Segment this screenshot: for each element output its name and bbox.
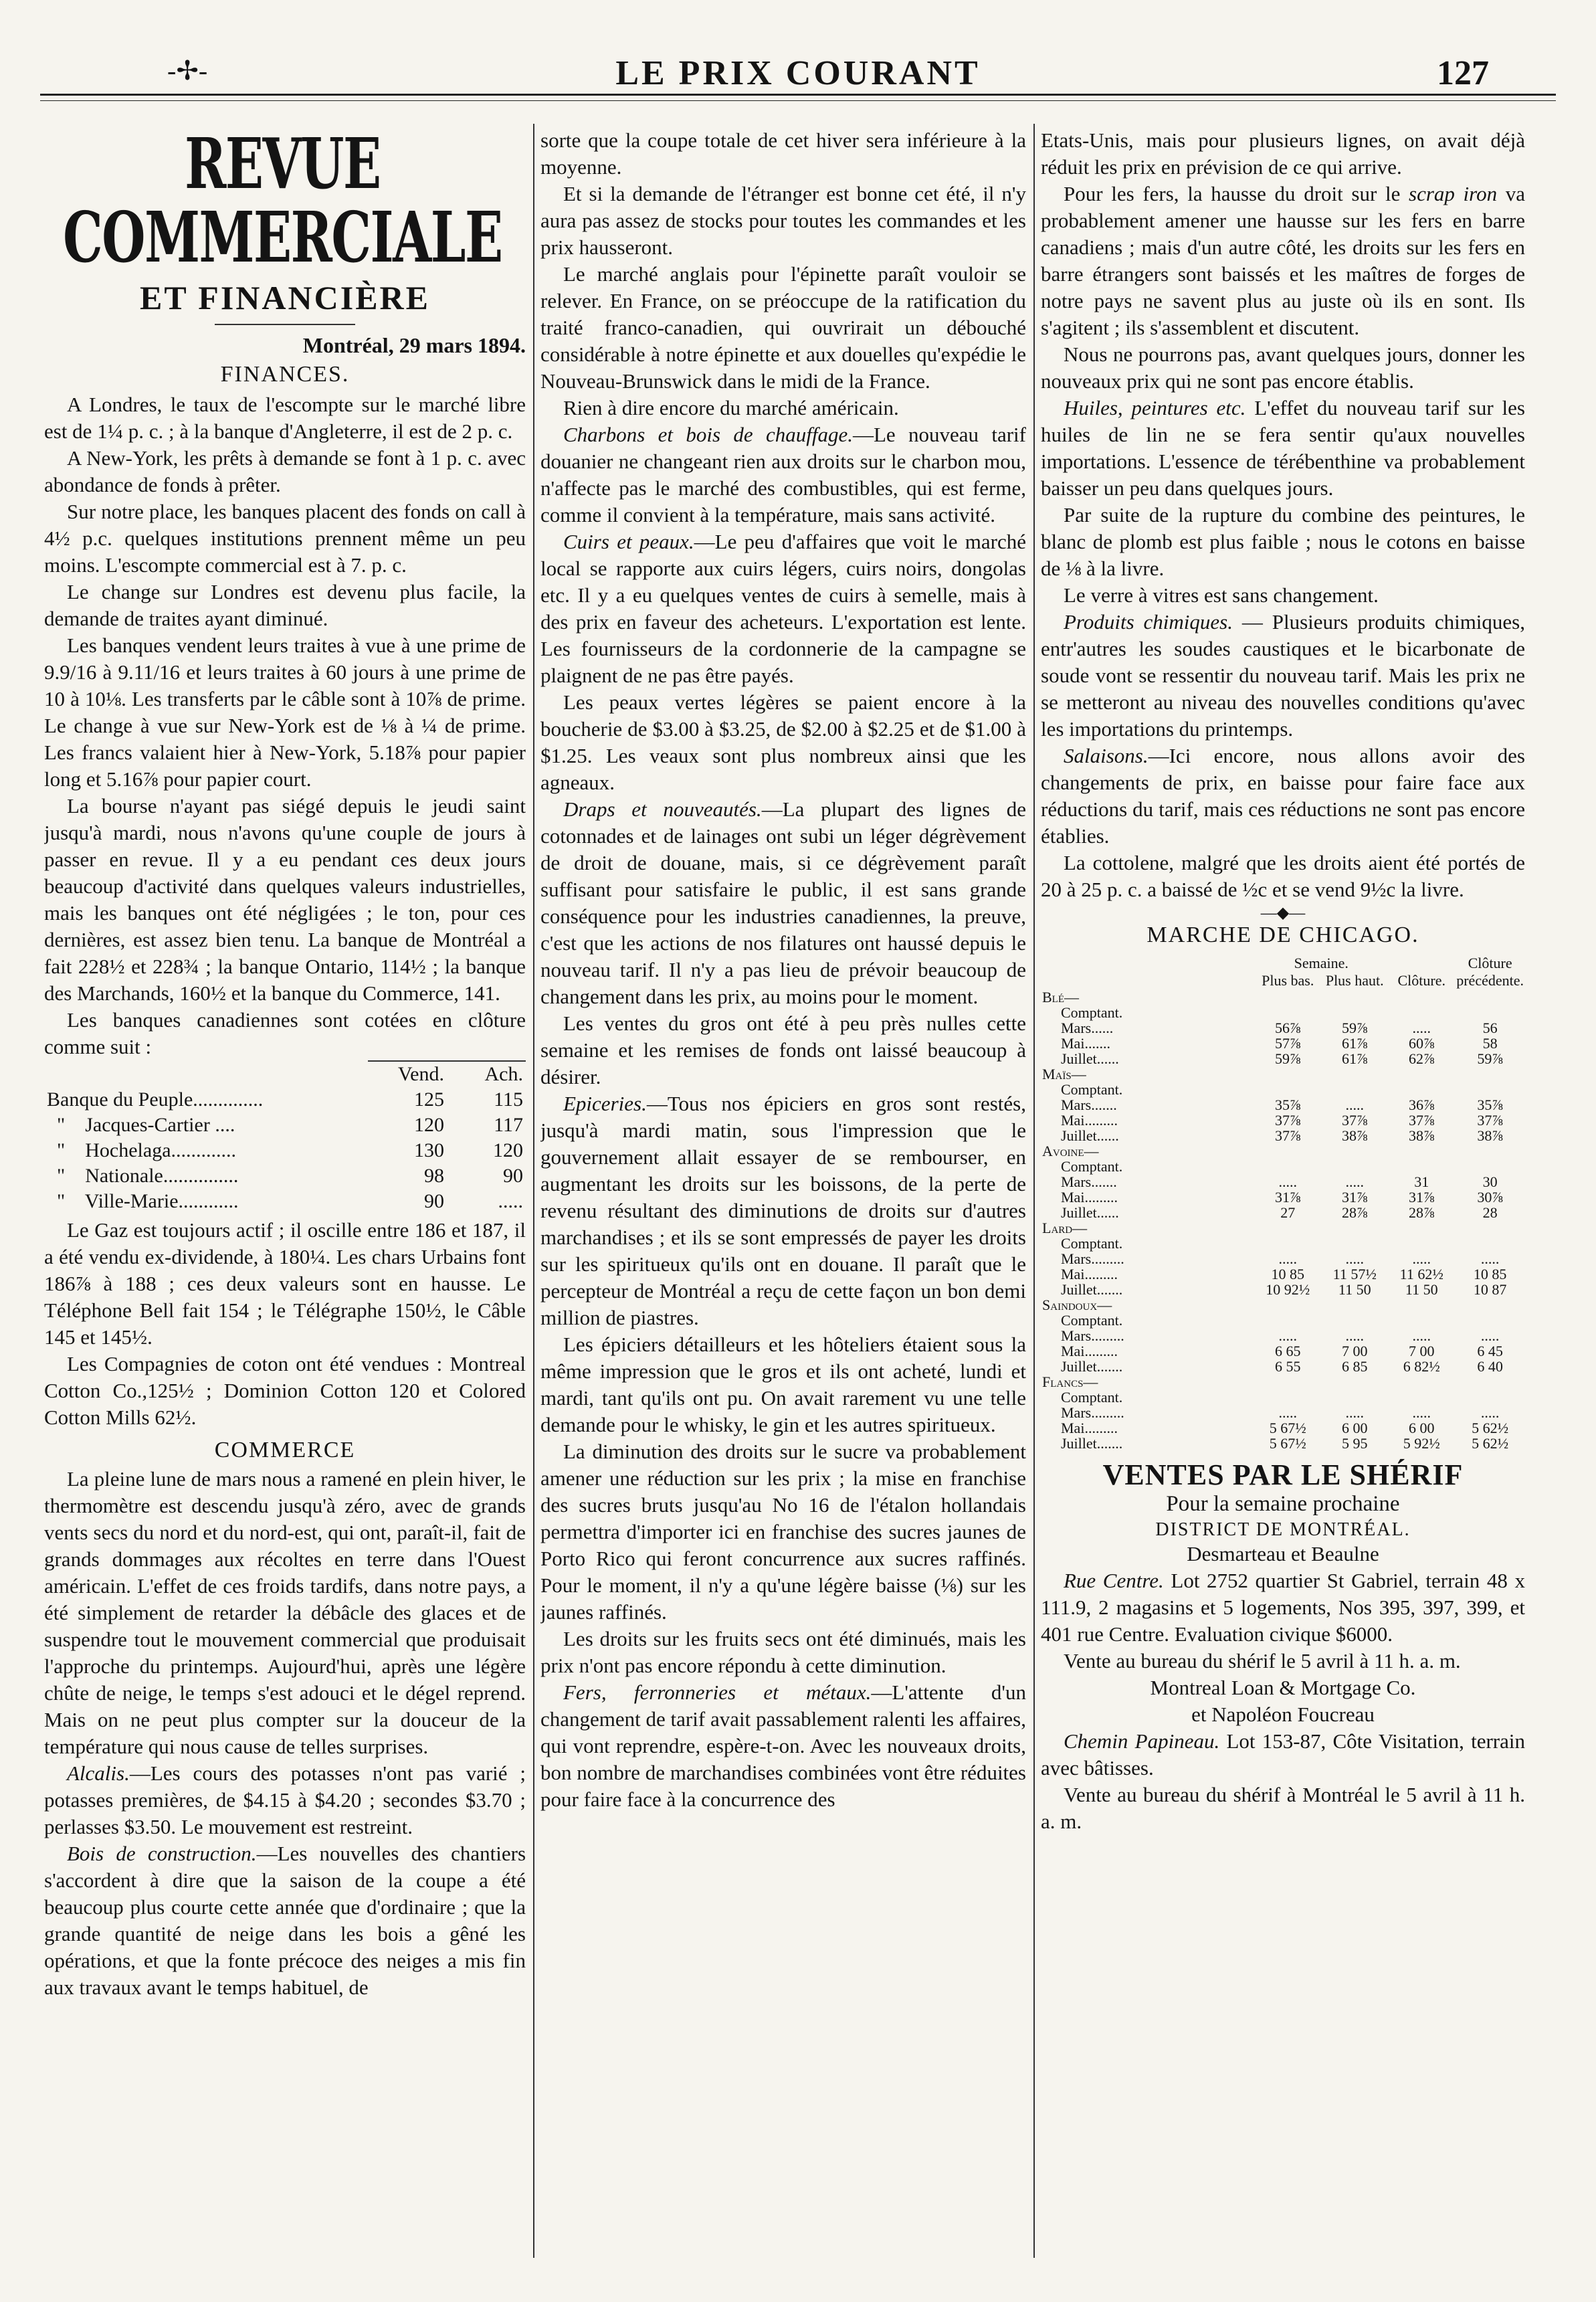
commodity-row	[1041, 1220, 1525, 1236]
precedente-value	[1455, 1236, 1525, 1251]
cloture-value: 5 92½	[1403, 1435, 1440, 1452]
sherif-district: DISTRICT DE MONTRÉAL.	[1155, 1519, 1411, 1540]
table-row	[1041, 1159, 1525, 1174]
vend-value: 120	[414, 1114, 444, 1136]
precedente-value	[1455, 1389, 1525, 1405]
table-row	[1041, 1420, 1525, 1436]
table-row	[44, 1189, 526, 1214]
plus-bas-value	[1254, 1005, 1321, 1020]
plus-haut-value: 37⅞	[1341, 1112, 1368, 1129]
paragraph: Les Compagnies de coton ont été vendues : Montreal Cotton Co.,125½ ; Dominion Cotton 120 et Colored Cotton Mills 62½.	[44, 1352, 526, 1429]
precedente-value: 30	[1482, 1173, 1498, 1190]
cloture-value: 60⅞	[1408, 1035, 1435, 1052]
row-label: Mai.......	[1061, 1035, 1110, 1052]
row-label: Mai.........	[1061, 1420, 1118, 1436]
paragraph-huiles	[1041, 395, 1525, 502]
column-divider	[1033, 124, 1035, 2258]
plus-haut-value: 59⅞	[1341, 1020, 1368, 1036]
paragraph-fers-cont	[1041, 181, 1525, 341]
paragraph: Etats-Unis, mais pour plusieurs lignes, on avait déjà réduit les prix en prévision de ce qui arrive.	[1041, 128, 1525, 179]
col-header-ach: Ach.	[447, 1061, 526, 1087]
plus-bas-value	[1254, 1159, 1321, 1174]
paragraph: Les épiciers détailleurs et les hôteliers étaient sous la même impression que le gros et ils ont acheté, lundi et mardi, tant qu'ils ont pu. On avait rarement vu une telle demande pour le whisky, le gin et les autres spiritueux.	[540, 1333, 1026, 1436]
table-row	[1041, 1313, 1525, 1328]
precedente-value: .....	[1480, 1327, 1500, 1344]
plus-bas-value: 37⅞	[1274, 1127, 1301, 1144]
row-label: Mars.........	[1061, 1327, 1124, 1344]
plus-bas-value: 57⅞	[1274, 1035, 1301, 1052]
title-rule	[215, 324, 355, 325]
rubric-label: Alcalis.	[67, 1761, 130, 1785]
plus-bas-value: 6 55	[1274, 1358, 1301, 1375]
plus-haut-value	[1321, 1389, 1388, 1405]
cloture-value	[1388, 1005, 1455, 1020]
rubric-text: — Plusieurs produits chimiques, entr'autres les soudes caustiques et le bicarbonate de soude vont se ressentir du nouveau tarif. Mais les prix ne se metteront au niveau des nouvelles conditions qu'avec les importations du printemps.	[1041, 610, 1525, 741]
plus-haut-value: 61⅞	[1341, 1035, 1368, 1052]
column-1	[44, 127, 526, 2255]
row-label: Comptant.	[1061, 1312, 1123, 1329]
row-label: Juillet......	[1061, 1050, 1119, 1067]
plus-haut-value	[1321, 1313, 1388, 1328]
cloture-value: 31⅞	[1408, 1189, 1435, 1206]
cloture-value: 31	[1414, 1173, 1429, 1190]
cloture-value	[1388, 1082, 1455, 1097]
page-number: 127	[1437, 54, 1489, 92]
chicago-title: MARCHE DE CHICAGO.	[1146, 923, 1419, 947]
rubric-text: —Ici encore, nous allons avoir des changements de prix, en baisse pour faire face aux réductions du tarif, mais ces réductions ne sont pas encore établies.	[1041, 744, 1525, 848]
plus-haut-value: 5 95	[1341, 1435, 1368, 1452]
bank-name: " Nationale...............	[47, 1165, 239, 1187]
precedente-value	[1455, 1082, 1525, 1097]
paragraph: La diminution des droits sur le sucre va probablement amener une réduction sur les prix ; la mise en franchise des sucres bruts jusqu'au No 16 de l'étalon hollandais permettra d'importer ici en franchise des sucres jaunes de Porto Rico qui feront concurrence aux sucres raffinés. Pour le moment, il n'y a qu'une légère baisse (⅛) sur les jaunes raffinés.	[540, 1440, 1026, 1624]
case-parties: et Napoléon Foucreau	[1191, 1703, 1375, 1726]
commodity-name: Saindoux—	[1042, 1297, 1112, 1313]
table-row	[1041, 1036, 1525, 1051]
plus-haut-value: 28⅞	[1341, 1204, 1368, 1221]
table-row	[1041, 1343, 1525, 1359]
precedente-value: 35⅞	[1477, 1096, 1503, 1113]
dateline: Montréal, 29 mars 1894.	[302, 333, 526, 357]
row-label: Mars.........	[1061, 1404, 1124, 1421]
col-header-semaine: Semaine.	[1294, 955, 1349, 971]
vend-value: 130	[414, 1139, 444, 1161]
paragraph: Le Gaz est toujours actif ; il oscille entre 186 et 187, il a été vendu ex-dividende, à 180¼. Les chars Urbains font 186⅞ à 188 ; ces deux valeurs sont en hausse. Le Téléphone Bell fait 154 ; le Télégraphe 150½, le Câble 145 et 145½.	[44, 1218, 526, 1349]
table-row	[1041, 1359, 1525, 1374]
row-label: Mars.......	[1061, 1173, 1117, 1190]
plus-bas-value: 10 85	[1271, 1266, 1304, 1282]
precedente-value	[1455, 1005, 1525, 1020]
ach-value: 120	[493, 1139, 523, 1161]
row-label: Mai.........	[1061, 1189, 1118, 1206]
precedente-value: 6 45	[1477, 1343, 1503, 1359]
vend-value: 98	[424, 1165, 444, 1187]
finances-heading: FINANCES.	[220, 362, 350, 387]
precedente-value: 10 85	[1473, 1266, 1507, 1282]
cloture-value: 62⅞	[1408, 1050, 1435, 1067]
street-label: Rue Centre.	[1064, 1569, 1164, 1592]
rubric-label: Cuirs et peaux.	[563, 530, 694, 553]
col-header-plus-haut: Plus haut.	[1325, 972, 1384, 989]
row-label: Comptant.	[1061, 1389, 1123, 1406]
precedente-value: 56	[1482, 1020, 1498, 1036]
row-label: Mai.........	[1061, 1112, 1118, 1129]
column-3	[1041, 127, 1525, 2255]
case-parties: Montreal Loan & Mortgage Co.	[1150, 1676, 1416, 1699]
bank-quotes-table	[44, 1060, 526, 1214]
column-divider	[533, 124, 534, 2258]
rubric-label: Produits chimiques.	[1064, 610, 1233, 634]
cloture-value: 37⅞	[1408, 1112, 1435, 1129]
cloture-value: 11 50	[1405, 1281, 1438, 1298]
case-description	[1041, 1728, 1525, 1782]
plus-haut-value: 38⅞	[1341, 1127, 1368, 1144]
paragraph: A Londres, le taux de l'escompte sur le marché libre est de 1¼ p. c. ; à la banque d'Angleterre, il est de 2 p. c.	[44, 393, 526, 443]
paragraph: A New-York, les prêts à demande se font à 1 p. c. avec abondance de fonds à prêter.	[44, 446, 526, 496]
col-header-cloture: Clôture.	[1397, 972, 1445, 989]
vend-value: 125	[414, 1088, 444, 1111]
precedente-value: 28	[1482, 1204, 1498, 1221]
rubric-label: Fers, ferronneries et métaux.	[563, 1681, 872, 1704]
plus-haut-value	[1321, 1236, 1388, 1251]
plus-haut-value: 31⅞	[1341, 1189, 1368, 1206]
precedente-value: .....	[1480, 1250, 1500, 1267]
plus-bas-value: 31⅞	[1274, 1189, 1301, 1206]
commodity-name: Avoine—	[1042, 1143, 1099, 1159]
rubric-label: Epiceries.	[563, 1092, 647, 1115]
commodity-row	[1041, 1143, 1525, 1159]
case-text: Lot 153-87, Côte Visitation, terrain avec bâtisses.	[1041, 1729, 1525, 1780]
plus-haut-value	[1321, 1159, 1388, 1174]
table-row	[1041, 1205, 1525, 1220]
header-rule	[40, 94, 1556, 96]
rubric-text: —La plupart des lignes de cotonnades et de lainages ont subi un léger dégrèvement de droit de douane, mais, si ce dégrèvement paraît suffisant pour satisfaire le public, il est sans grande conséquence pour les industries canadiennes, la preuve, c'est que les actions de nos filatures ont haussé depuis le nouveau tarif. Il n'y a pas lieu de prévoir beaucoup de changement dans les prix, au moins pour le moment.	[540, 797, 1026, 1008]
cloture-value: .....	[1412, 1250, 1431, 1267]
row-label: Mars......	[1061, 1020, 1114, 1036]
precedente-value: 6 40	[1477, 1358, 1503, 1375]
plus-bas-value	[1254, 1082, 1321, 1097]
paragraph: Le marché anglais pour l'épinette paraît vouloir se relever. En France, on se préoccupe de la ratification du traité franco-canadien, qui ouvrirait un débouché considérable à notre épinette et aux douelles qu'expédie le Nouveau-Brunswick dans le midi de la France.	[540, 262, 1026, 393]
revue-title: REVUE COMMERCIALE	[63, 127, 502, 278]
table-row	[44, 1163, 526, 1189]
row-label: Comptant.	[1061, 1235, 1123, 1252]
bank-name: " Jacques-Cartier ....	[47, 1114, 235, 1136]
paragraph-epiceries	[540, 1090, 1026, 1331]
row-label: Comptant.	[1061, 1004, 1123, 1021]
text-run: va probablement amener une hausse sur les fers en barre canadiens ; mais d'un autre côté, les droits sur les fers en barre étrangers sont baissés et les maîtres de forges de notre pays ne savent plus au juste où ils en sont. Ils s'agitent ; ils s'assemblent et discutent.	[1041, 182, 1525, 339]
plus-haut-value	[1321, 1005, 1388, 1020]
table-row	[1041, 1389, 1525, 1405]
plus-haut-value: .....	[1345, 1404, 1364, 1421]
col-header-vend: Vend.	[368, 1061, 447, 1087]
plus-bas-value: .....	[1278, 1404, 1297, 1421]
plus-haut-value: .....	[1345, 1250, 1364, 1267]
rubric-text: —Le peu d'affaires que voit le marché local se rapporte aux cuirs légers, cuirs noirs, dongolas etc. Il y a eu quelques ventes de cuirs à semelle, mais à des prix en faveur des acheteurs. L'exportation est lente. Les fournisseurs de la cordonnerie de la campagne se plaignent de ne pas être payés.	[540, 530, 1026, 687]
paragraph: La pleine lune de mars nous a ramené en plein hiver, le thermomètre est descendu jusqu'à zéro, avec de grands vents secs du nord et du nord-est, qui ont, paraît-il, fait de grands dommages aux récoltes en terre dans l'Ouest américain. L'effet de ces froids tardifs, dans notre pays, a été simplement de retarder la débâcle des glaces et de suspendre tout le mouvement commercial que produisait l'approche du printemps. Aujourd'hui, après une légère chûte de neige, le temps s'est adouci et le dégel reprend. Mais on ne peut plus compter sur la douceur de la température qui nous cause de telles surprises.	[44, 1467, 526, 1758]
precedente-value: 5 62½	[1472, 1420, 1509, 1436]
cloture-value	[1388, 1236, 1455, 1251]
row-label: Mai.........	[1061, 1343, 1118, 1359]
precedente-value: .....	[1480, 1404, 1500, 1421]
rubric-text: —Tous nos épiciers en gros sont restés, jusqu'à mardi matin, sous l'impression que le gouvernement allait essayer de se rembourser, en augmentant les droits sur les boissons, de la perte de revenu résultant des diminutions de droits sur d'autres marchandises ; et ils se sont empressés de payer les droits sur les spiritueux qu'ils ont en douane. Il paraît que le percepteur de Montréal a reçu de cette façon un bon demi million de piastres.	[540, 1092, 1026, 1329]
paragraph: Sur notre place, les banques placent des fonds on call à 4½ p.c. quelques institutions prennent même un peu moins. L'escompte commercial est à 7. p. c.	[44, 500, 526, 577]
row-label: Mars.........	[1061, 1250, 1124, 1267]
commodity-name: Flancs—	[1042, 1373, 1098, 1390]
cloture-value: 6 00	[1408, 1420, 1435, 1436]
paragraph-salaisons	[1041, 743, 1525, 850]
cloture-value: .....	[1412, 1404, 1431, 1421]
table-row	[1041, 1051, 1525, 1066]
vend-value: 90	[424, 1190, 444, 1212]
table-row	[1041, 1082, 1525, 1097]
paragraph: La cottolene, malgré que les droits aient été portés de 20 à 25 p. c. a baissé de ½c et se vend 9½c la livre.	[1041, 851, 1525, 901]
commodity-name: Lard—	[1042, 1220, 1088, 1236]
plus-haut-value: 6 00	[1341, 1420, 1368, 1436]
commodity-row	[1041, 1066, 1525, 1082]
table-row	[44, 1138, 526, 1163]
precedente-value: 58	[1482, 1035, 1498, 1052]
rubric-text: —L'attente d'un changement de tarif avait passablement ralenti les affaires, qui vont reprendre, espère-t-on. Avec les nouveaux droits, bon nombre de marchandises combinées vont être réduites pour faire face à la concurrence des	[540, 1681, 1026, 1811]
bank-name: Banque du Peuple..............	[47, 1088, 264, 1111]
cloture-value: .....	[1412, 1020, 1431, 1036]
precedente-value: 10 87	[1473, 1281, 1507, 1298]
precedente-value: 59⅞	[1477, 1050, 1503, 1067]
case-sale: Vente au bureau du shérif à Montréal le 5 avril à 11 h. a. m.	[1041, 1783, 1525, 1833]
table-row	[1041, 1266, 1525, 1282]
table-row	[1041, 1282, 1525, 1297]
commerce-heading: COMMERCE	[214, 1438, 356, 1462]
commodity-name: Blé—	[1042, 989, 1079, 1005]
rubric-label: Salaisons.	[1064, 744, 1149, 767]
table-row	[1041, 1436, 1525, 1451]
plus-haut-value: 7 00	[1341, 1343, 1368, 1359]
table-row	[1041, 1189, 1525, 1205]
cloture-value	[1388, 1313, 1455, 1328]
paragraph: Le change sur Londres est devenu plus facile, la demande de traites ayant diminué.	[44, 580, 526, 630]
divider-ornament-icon: —◆—	[1260, 904, 1306, 922]
table-row	[1041, 1128, 1525, 1143]
row-label: Mars.......	[1061, 1096, 1117, 1113]
plus-haut-value: 11 57½	[1332, 1266, 1377, 1282]
table-row	[1041, 1097, 1525, 1113]
precedente-value: 30⅞	[1477, 1189, 1503, 1206]
precedente-value: 37⅞	[1477, 1112, 1503, 1129]
ornament-icon: -✢-	[167, 56, 208, 86]
paragraph-fers	[540, 1679, 1026, 1813]
rubric-label: Charbons et bois de chauffage.	[563, 423, 853, 446]
ach-value: 115	[494, 1088, 523, 1111]
table-row	[1041, 1405, 1525, 1420]
plus-haut-value: 6 85	[1341, 1358, 1368, 1375]
rubric-text: —Les cours des potasses n'ont pas varié ; potasses premières, de $4.15 à $4.20 ; secondes $3.70 ; perlasses $3.50. Le mouvement est restreint.	[44, 1761, 526, 1838]
case-text: Lot 2752 quartier St Gabriel, terrain 48 x 111.9, 2 magasins et 5 logements, Nos 395, 397, 399, et 401 rue Centre. Evaluation civique $6000.	[1041, 1569, 1525, 1646]
row-label: Juillet......	[1061, 1127, 1119, 1144]
journal-title: LE PRIX COURANT	[615, 54, 981, 92]
col-header-precedente: Clôture précédente.	[1456, 955, 1524, 989]
plus-bas-value	[1254, 1236, 1321, 1251]
table-row	[1041, 1251, 1525, 1266]
text-emphasis: scrap iron	[1409, 182, 1498, 205]
row-label: Juillet......	[1061, 1204, 1119, 1221]
cloture-value: 7 00	[1408, 1343, 1435, 1359]
plus-bas-value: 27	[1280, 1204, 1296, 1221]
row-label: Mai.........	[1061, 1266, 1118, 1282]
running-head	[0, 51, 1596, 98]
rubric-label: Bois de construction.	[67, 1842, 257, 1865]
plus-bas-value: 56⅞	[1274, 1020, 1301, 1036]
plus-bas-value: 10 92½	[1266, 1281, 1310, 1298]
commodity-row	[1041, 1374, 1525, 1389]
row-label: Juillet.......	[1061, 1281, 1123, 1298]
paragraph-charbons	[540, 421, 1026, 529]
precedente-value	[1455, 1313, 1525, 1328]
case-sale: Vente au bureau du shérif le 5 avril à 11 h. a. m.	[1064, 1649, 1461, 1672]
precedente-value: 38⅞	[1477, 1127, 1503, 1144]
table-row	[1041, 1328, 1525, 1343]
ach-value: 117	[494, 1114, 523, 1136]
precedente-value	[1455, 1159, 1525, 1174]
cloture-value: .....	[1412, 1327, 1431, 1344]
text-run: Pour les fers, la hausse du droit sur le	[1064, 182, 1409, 205]
cloture-value	[1388, 1389, 1455, 1405]
cloture-value: 11 62½	[1399, 1266, 1443, 1282]
plus-bas-value: 35⅞	[1274, 1096, 1301, 1113]
precedente-value: 5 62½	[1472, 1435, 1509, 1452]
case-description	[1041, 1567, 1525, 1648]
plus-bas-value: 59⅞	[1274, 1050, 1301, 1067]
paragraph: Nous ne pourrons pas, avant quelques jours, donner les nouveaux prix qui ne sont pas encore établis.	[1041, 343, 1525, 393]
plus-haut-value: .....	[1345, 1327, 1364, 1344]
sherif-title: VENTES PAR LE SHÉRIF	[1102, 1458, 1464, 1491]
ach-value: 90	[503, 1165, 523, 1187]
rubric-text: —Le nouveau tarif douanier ne changeant rien aux droits sur le charbon mou, n'affecte pas le marché des combustibles, qui est ferme, comme il convient à la température, mais sans activité.	[540, 423, 1026, 526]
chicago-price-table	[1041, 955, 1525, 1451]
commodity-name: Maïs—	[1042, 1066, 1086, 1082]
cloture-value: 6 82½	[1403, 1358, 1440, 1375]
column-2	[540, 127, 1026, 2255]
rubric-label: Draps et nouveautés.	[563, 797, 762, 821]
bank-name: " Hochelaga.............	[47, 1139, 237, 1161]
commodity-row	[1041, 989, 1525, 1005]
paragraph: Par suite de la rupture du combine des peintures, le blanc de plomb est plus faible ; nous le cotons en baisse de ⅛ à la livre.	[1041, 503, 1525, 580]
paragraph-draps	[540, 796, 1026, 1010]
table-row	[44, 1087, 526, 1113]
sherif-subtitle: Pour la semaine prochaine	[1166, 1492, 1400, 1516]
col-header-plus-bas: Plus bas.	[1262, 972, 1314, 989]
plus-haut-value: .....	[1345, 1096, 1364, 1113]
table-row	[1041, 1020, 1525, 1036]
cloture-value: 36⅞	[1408, 1096, 1435, 1113]
street-label: Chemin Papineau.	[1064, 1729, 1220, 1753]
cloture-value	[1388, 1159, 1455, 1174]
paragraph: Rien à dire encore du marché américain.	[563, 396, 899, 419]
paragraph: Les banques canadiennes sont cotées en clôture comme suit :	[44, 1008, 526, 1058]
ach-value: .....	[498, 1190, 523, 1212]
plus-bas-value: 5 67½	[1269, 1420, 1306, 1436]
case-parties: Desmarteau et Beaulne	[1187, 1542, 1379, 1565]
bank-name: " Ville-Marie............	[47, 1190, 239, 1212]
paragraph-bois	[44, 1840, 526, 2001]
row-label: Comptant.	[1061, 1158, 1123, 1175]
table-row	[1041, 1005, 1525, 1020]
plus-bas-value: .....	[1278, 1250, 1297, 1267]
table-row	[44, 1113, 526, 1138]
cloture-value: 28⅞	[1408, 1204, 1435, 1221]
plus-haut-value: 61⅞	[1341, 1050, 1368, 1067]
row-label: Juillet.......	[1061, 1435, 1123, 1452]
plus-bas-value: 5 67½	[1269, 1435, 1306, 1452]
cloture-value: 38⅞	[1408, 1127, 1435, 1144]
plus-bas-value: .....	[1278, 1173, 1297, 1190]
table-row	[1041, 1174, 1525, 1189]
rubric-text: —Les nouvelles des chantiers s'accordent à dire que la saison de la coupe a été beaucoup plus courte cette année que d'ordinaire ; que la grande quantité de neige dans les bois a gêné les opérations, et que la fonte précoce des neiges a mis fin aux travaux avant le temps habituel, de	[44, 1842, 526, 1999]
paragraph: Les ventes du gros ont été à peu près nulles cette semaine et les remises de fonds ont laissé beaucoup à désirer.	[540, 1012, 1026, 1088]
plus-bas-value	[1254, 1313, 1321, 1328]
paragraph: Le verre à vitres est sans changement.	[1064, 583, 1379, 607]
paragraph: La bourse n'ayant pas siégé depuis le jeudi saint jusqu'à mardi, nous n'avons qu'une couple de jours à passer en revue. Il y a eu pendant ces deux jours beaucoup d'activité dans quelques valeurs industrielles, mais les banques ont été négligées ; le ton, pour ces dernières, est assez bien tenu. La banque de Montréal a fait 228½ et 228¾ ; la banque Ontario, 114½ ; la banque des Marchands, 160½ et la banque du Commerce, 141.	[44, 794, 526, 1005]
commodity-row	[1041, 1297, 1525, 1313]
paragraph: Les peaux vertes légères se paient encore à la boucherie de $3.00 à $3.25, de $2.00 à $2.25 et de $1.00 à $1.25. Les veaux sont plus nombreux ainsi que les agneaux.	[540, 690, 1026, 794]
paragraph: sorte que la coupe totale de cet hiver sera inférieure à la moyenne.	[540, 128, 1026, 179]
paragraph-alcalis	[44, 1760, 526, 1840]
paragraph: Les banques vendent leurs traites à vue à une prime de 9.9/16 à 9.11/16 et leurs traites à 60 jours à une prime de 10 à 10⅛. Les transferts par le câble sont à 10⅞ de prime. Le change à vue sur New-York est de ⅛ à ¼ de prime. Les francs valaient hier à New-York, 5.18⅞ pour papier long et 5.16⅞ pour papier court.	[44, 634, 526, 791]
table-row	[1041, 1113, 1525, 1128]
plus-haut-value	[1321, 1082, 1388, 1097]
table-row	[1041, 1236, 1525, 1251]
plus-haut-value: .....	[1345, 1173, 1364, 1190]
row-label: Juillet.......	[1061, 1358, 1123, 1375]
revue-subtitle: ET FINANCIÈRE	[140, 279, 430, 316]
plus-bas-value: .....	[1278, 1327, 1297, 1344]
rubric-label: Huiles, peintures etc.	[1064, 396, 1246, 419]
plus-bas-value	[1254, 1389, 1321, 1405]
plus-bas-value: 37⅞	[1274, 1112, 1301, 1129]
plus-haut-value: 11 50	[1338, 1281, 1371, 1298]
paragraph-cuirs	[540, 529, 1026, 689]
paragraph: Et si la demande de l'étranger est bonne cet été, il n'y aura pas assez de stocks pour toutes les commandes et les prix hausseront.	[540, 182, 1026, 259]
rubric-text: L'effet du nouveau tarif sur les huiles de lin ne se fera sentir qu'aux nouvelles importations. L'essence de térébenthine va probablement baisser un peu dans quelques jours.	[1041, 396, 1525, 500]
paragraph-produits	[1041, 609, 1525, 743]
header-rule-thin	[40, 100, 1556, 101]
paragraph: Les droits sur les fruits secs ont été diminués, mais les prix n'ont pas encore répondu à cette diminution.	[540, 1627, 1026, 1677]
row-label: Comptant.	[1061, 1081, 1123, 1098]
plus-bas-value: 6 65	[1274, 1343, 1301, 1359]
